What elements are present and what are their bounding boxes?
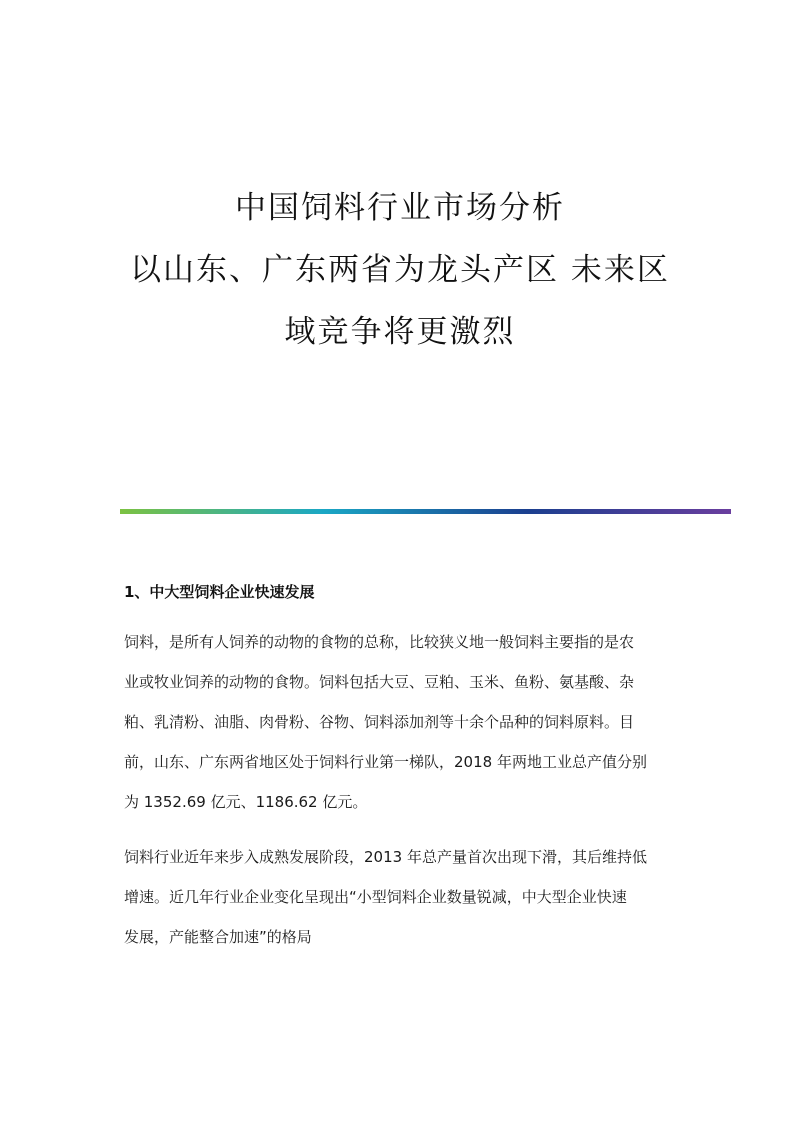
title-line-3: 域竞争将更激烈: [284, 314, 516, 350]
paragraph-line: 为 1352.69 亿元、1186.62 亿元。: [124, 793, 368, 811]
body-paragraph-2: [124, 837, 678, 957]
paragraph-line: 业或牧业饲养的动物的食物。饲料包括大豆、豆粕、玉米、鱼粉、氨基酸、杂: [124, 673, 635, 691]
paragraph-line: 饲料行业近年来步入成熟发展阶段，2013 年总产量首次出现下滑，其后维持低: [124, 848, 647, 866]
paragraph-line: 粕、乳清粉、油脂、肉骨粉、谷物、饲料添加剂等十余个品种的饲料原料。目: [124, 713, 635, 731]
paragraph-line: 发展，产能整合加速”的格局: [124, 928, 312, 946]
gradient-divider: [120, 509, 731, 514]
body-paragraph-1: [124, 622, 678, 822]
paragraph-line: 饲料，是所有人饲养的动物的食物的总称，比较狭义地一般饲料主要指的是农: [124, 633, 635, 651]
paragraph-line: 前，山东、广东两省地区处于饲料行业第一梯队，2018 年两地工业总产值分别: [124, 753, 647, 771]
title-line-2: 以山东、广东两省为龙头产区 未来区: [130, 252, 670, 288]
document-title: [0, 180, 800, 366]
section-heading: 1、中大型饲料企业快速发展: [124, 583, 315, 601]
paragraph-line: 增速。近几年行业企业变化呈现出“小型饲料企业数量锐减，中大型企业快速: [124, 888, 627, 906]
title-line-1: 中国饲料行业市场分析: [235, 190, 565, 226]
